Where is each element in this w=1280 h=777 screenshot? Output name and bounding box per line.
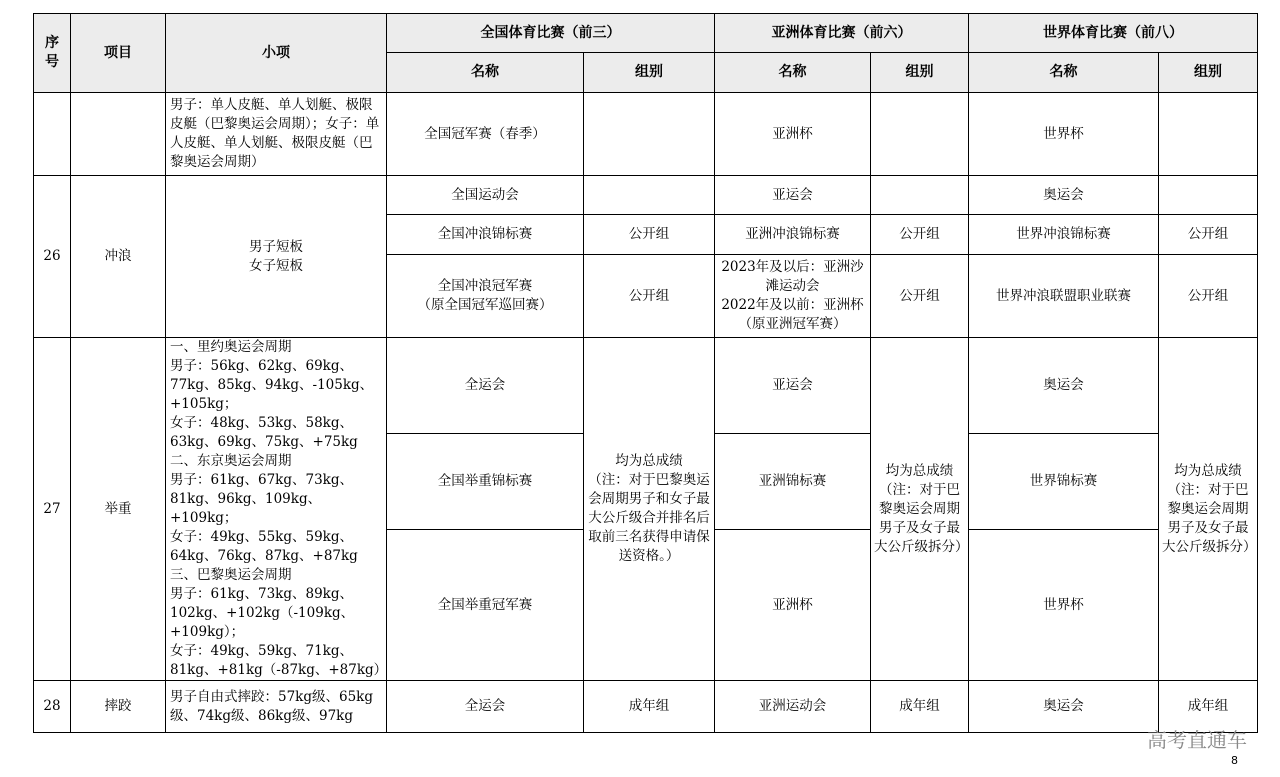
- row26-asian-name-2: 亚洲冲浪锦标赛: [715, 215, 871, 255]
- cont-seq: [34, 93, 71, 176]
- row26-national-group-2: 公开组: [584, 215, 715, 255]
- row27-national-name-2: 全国举重锦标赛: [387, 434, 584, 530]
- header-asian-group: 组别: [871, 53, 969, 93]
- row28-world-group: 成年组: [1159, 681, 1258, 733]
- row28-seq: 28: [34, 681, 71, 733]
- row27-world-name-3: 世界杯: [969, 530, 1159, 681]
- cont-national-name: 全国冠军赛（春季）: [387, 93, 584, 176]
- header-asian: 亚洲体育比赛（前六）: [715, 14, 969, 53]
- header-item: 项目: [71, 14, 166, 93]
- header-asian-name: 名称: [715, 53, 871, 93]
- cont-asian-group: [871, 93, 969, 176]
- header-seq: 序 号: [34, 14, 71, 93]
- row26-asian-name-3: 2023年及以后：亚洲沙滩运动会 2022年及以前：亚洲杯（原亚洲冠军赛）: [715, 255, 871, 338]
- row26-asian-name-1: 亚运会: [715, 176, 871, 215]
- row27-asian-name-2: 亚洲锦标赛: [715, 434, 871, 530]
- header-sub-item: 小项: [166, 14, 387, 93]
- row26-seq: 26: [34, 176, 71, 338]
- row26-world-name-3: 世界冲浪联盟职业联赛: [969, 255, 1159, 338]
- header-national-name: 名称: [387, 53, 584, 93]
- row26-asian-group-1: [871, 176, 969, 215]
- header-world: 世界体育比赛（前八）: [969, 14, 1258, 53]
- row26-item: 冲浪: [71, 176, 166, 338]
- eligibility-table: [33, 13, 1258, 733]
- cont-world-group: [1159, 93, 1258, 176]
- row28-sub-item: 男子自由式摔跤：57kg级、65kg级、74kg级、86kg级、97kg: [166, 681, 387, 733]
- row26-national-name-3: 全国冲浪冠军赛 （原全国冠军巡回赛）: [387, 255, 584, 338]
- row26-world-group-1: [1159, 176, 1258, 215]
- row28-item: 摔跤: [71, 681, 166, 733]
- watermark: 高考直通车: [1147, 728, 1247, 752]
- row28-world-name: 奥运会: [969, 681, 1159, 733]
- cont-sub-item: 男子：单人皮艇、单人划艇、极限皮艇（巴黎奥运会周期）；女子：单人皮艇、单人划艇、极限皮艇（巴黎奥运会周期）: [166, 93, 387, 176]
- row27-world-name-2: 世界锦标赛: [969, 434, 1159, 530]
- row27-national-name-3: 全国举重冠军赛: [387, 530, 584, 681]
- cont-asian-name: 亚洲杯: [715, 93, 871, 176]
- row28-asian-name: 亚洲运动会: [715, 681, 871, 733]
- row27-asian-group: 均为总成绩 （注：对于巴黎奥运会周期男子及女子最大公斤级拆分）: [871, 338, 969, 681]
- row26-asian-group-3: 公开组: [871, 255, 969, 338]
- row27-sub-item: 一、里约奥运会周期 男子：56kg、62kg、69kg、77kg、85kg、94kg、-105kg、+105kg； 女子：48kg、53kg、58kg、63kg、69kg、75kg、+75kg 二、东京奥运会周期 男子：61kg、67kg、73kg、81kg、96kg、109kg、+109kg； 女子：49kg、55kg、59kg、64kg、76kg、87kg、+87kg 三、巴黎奥运会周期 男子：61kg、73kg、89kg、102kg、+102kg（-109kg、+109kg）； 女子：49kg、59kg、71kg、81kg、+81kg（-87kg、+87kg）: [166, 338, 387, 681]
- row27-item: 举重: [71, 338, 166, 681]
- header-world-group: 组别: [1159, 53, 1258, 93]
- row27-world-group: 均为总成绩 （注：对于巴黎奥运会周期男子及女子最大公斤级拆分）: [1159, 338, 1258, 681]
- row26-national-name-2: 全国冲浪锦标赛: [387, 215, 584, 255]
- row26-asian-group-2: 公开组: [871, 215, 969, 255]
- row26-national-group-3: 公开组: [584, 255, 715, 338]
- row28-national-name: 全运会: [387, 681, 584, 733]
- row27-national-group: 均为总成绩 （注：对于巴黎奥运会周期男子和女子最大公斤级合并排名后取前三名获得申请保送资格。）: [584, 338, 715, 681]
- header-national-group: 组别: [584, 53, 715, 93]
- row27-world-name-1: 奥运会: [969, 338, 1159, 434]
- page-number: 8: [1231, 754, 1238, 767]
- row27-seq: 27: [34, 338, 71, 681]
- row26-world-name-2: 世界冲浪锦标赛: [969, 215, 1159, 255]
- row26-world-name-1: 奥运会: [969, 176, 1159, 215]
- row26-national-name-1: 全国运动会: [387, 176, 584, 215]
- row26-world-group-2: 公开组: [1159, 215, 1258, 255]
- row27-asian-name-3: 亚洲杯: [715, 530, 871, 681]
- cont-national-group: [584, 93, 715, 176]
- header-national: 全国体育比赛（前三）: [387, 14, 715, 53]
- row27-asian-name-1: 亚运会: [715, 338, 871, 434]
- row26-world-group-3: 公开组: [1159, 255, 1258, 338]
- row26-national-group-1: [584, 176, 715, 215]
- cont-item: [71, 93, 166, 176]
- row28-asian-group: 成年组: [871, 681, 969, 733]
- cont-world-name: 世界杯: [969, 93, 1159, 176]
- header-world-name: 名称: [969, 53, 1159, 93]
- row27-national-name-1: 全运会: [387, 338, 584, 434]
- row28-national-group: 成年组: [584, 681, 715, 733]
- row26-sub-item: 男子短板 女子短板: [166, 176, 387, 338]
